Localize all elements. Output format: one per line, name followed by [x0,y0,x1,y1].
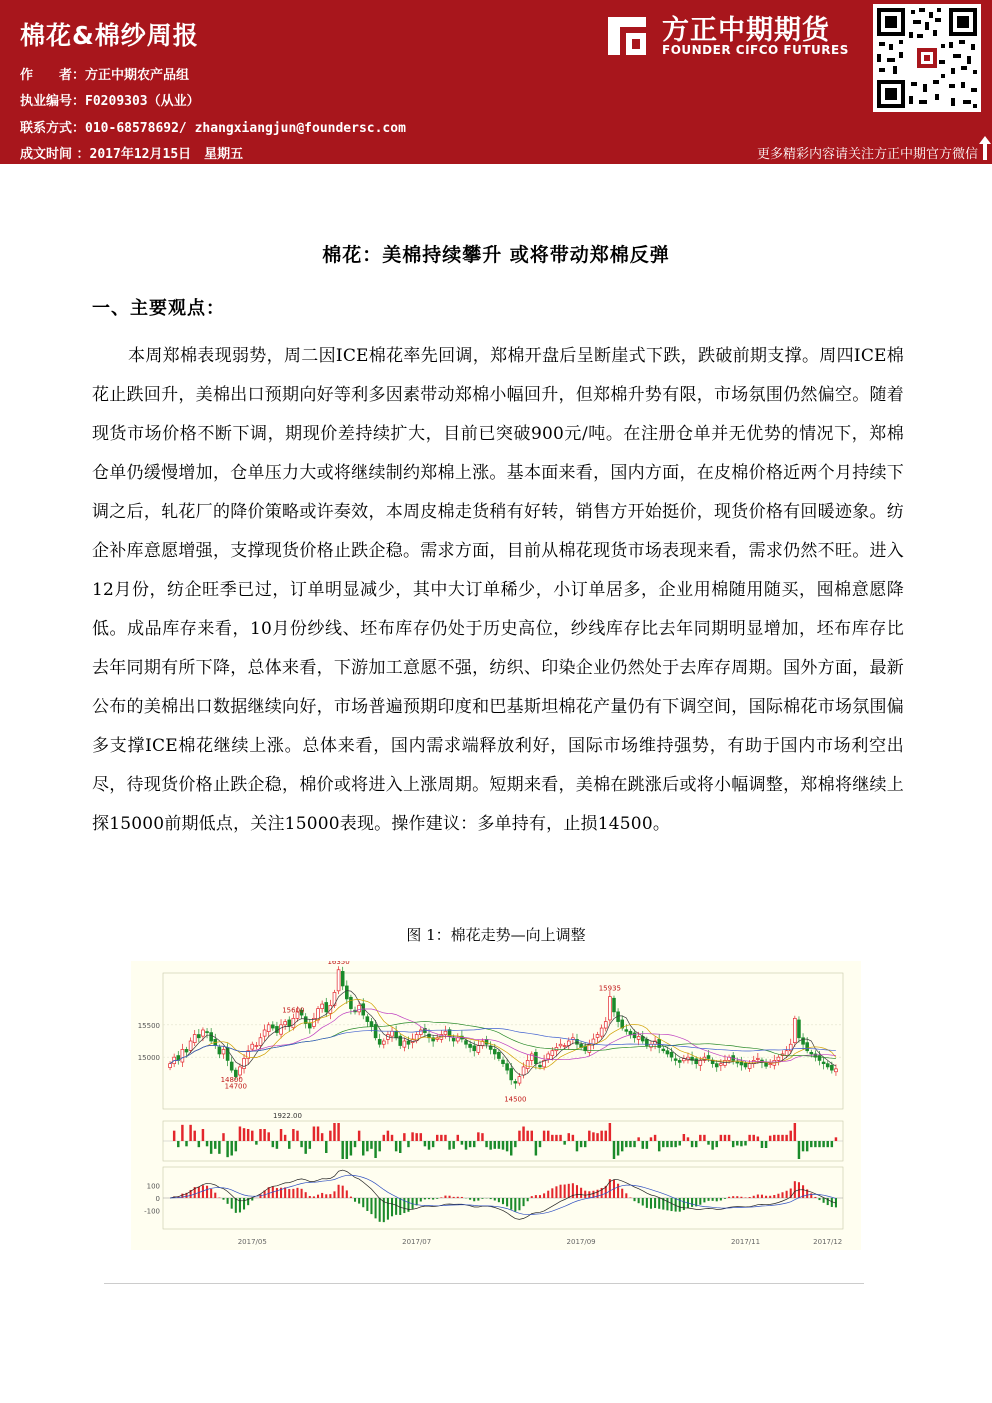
candle-body [826,1064,829,1067]
candle-body [243,1058,246,1068]
macd-dif-line [170,1170,836,1219]
candle-body [218,1047,221,1054]
candle-body [818,1056,821,1061]
candle-body [551,1051,554,1056]
macd-dea-line [170,1175,836,1215]
price-annotation: 14700 [224,1082,247,1091]
candle-body [695,1059,698,1064]
candle-body [308,1024,311,1029]
x-tick-label: 2017/05 [237,1238,267,1246]
candle-body [510,1069,513,1080]
candle-body [756,1058,759,1059]
candle-body [765,1062,768,1066]
chart-canvas [131,961,861,1250]
candle-body [169,1064,172,1068]
candle-body [769,1064,772,1065]
candle-body [678,1060,681,1062]
candle-body [789,1044,792,1050]
candle-body [193,1035,196,1043]
candle-body [514,1081,517,1083]
candle-body [608,997,611,1020]
candle-body [395,1031,398,1037]
candle-body [391,1031,394,1036]
candle-body [189,1041,192,1050]
price-annotation: 15600 [282,1006,305,1015]
candle-body [399,1036,402,1045]
price-tick-label: 15500 [137,1021,160,1030]
candle-body [465,1041,468,1045]
candle-body [785,1051,788,1056]
candle-body [382,1041,385,1044]
macd-tick-label: -100 [144,1207,160,1216]
candle-body [259,1038,262,1046]
candle-body [197,1035,200,1038]
candle-body [674,1059,677,1061]
candle-body [802,1038,805,1044]
candle-body [613,998,616,1012]
candle-body [526,1060,529,1068]
candle-body [493,1049,496,1054]
date-label: 成文时间 ： [20,147,90,162]
candle-body [345,986,348,999]
ma20-line [170,1009,836,1064]
candle-body [284,1022,287,1025]
author-line [20,64,189,83]
price-tick-label: 15000 [137,1054,160,1063]
candle-body [629,1031,632,1034]
candle-body [798,1020,801,1038]
candle-body [349,997,352,1008]
candle-body [275,1026,278,1032]
candle-body [596,1035,599,1038]
candle-body [444,1031,447,1034]
candle-body [645,1039,648,1045]
candle-body [744,1063,747,1067]
candle-body [321,1004,324,1009]
company-logo [604,5,864,63]
candle-body [206,1032,209,1033]
candle-body [502,1060,505,1064]
candle-body [456,1038,459,1041]
candle-body [407,1041,410,1044]
candle-body [181,1049,184,1062]
arrow-up-icon [978,134,992,162]
candlestick-series [169,966,838,1089]
contact-label: 联系方式： [20,121,86,136]
candle-body [559,1044,562,1046]
candle-body [469,1044,472,1047]
candle-body [699,1060,702,1065]
x-tick-label: 2017/07 [402,1238,432,1246]
qr-code-icon[interactable] [873,4,981,112]
candle-body [793,1018,796,1042]
date-value: 2017年12月15日 星期五 [89,147,244,162]
macd-tick-label: 0 [155,1195,160,1203]
candle-body [633,1033,636,1038]
x-tick-label: 2017/12 [813,1238,843,1246]
candle-body [222,1049,225,1054]
candle-body [370,1022,373,1027]
contact-value: 010-68578692/ zhangxiangjun@foundersc.com [85,121,406,136]
candle-body [592,1039,595,1044]
candle-body [497,1052,500,1058]
author-value: 方正中期农产品组 [85,68,190,83]
candle-body [539,1065,542,1067]
license-line [20,90,200,109]
candle-body [822,1062,825,1064]
report-header [0,0,992,164]
candle-body [267,1025,270,1032]
article-body: 本周郑棉表现弱势，周二因ICE棉花率先回调，郑棉开盘后呈断崖式下跌，跌破前期支撑。周四ICE棉花止跌回升，美棉出口预期向好等利多因素带动郑棉小幅回升，但郑棉升势有限，市场氛围仍然偏空。随着现货市场价格不断下调，期现价差持续扩大，目前已突破900元/吨。在注册仓单并无优势的情况下，郑棉仓单仍缓慢增加，仓单压力大或将继续制约郑棉上涨。基本面来看，国内方面，在皮棉价格近两个月持续下调之后，轧花厂的降价策略或许奏效，本周皮棉走货稍有好转，销售方开始挺价，现货价格有回暖迹象。纺企补库意愿增强，支撑现货价格止跌企稳。需求方面，目前从棉花现货市场表现来看，需求仍然不旺。进入12月份，纺企旺季已过，订单明显减少，其中大订单稀少，小订单居多，企业用棉随用随买，囤棉意愿降低。成品库存来看，10月份纱线、坯布库存仍处于历史高位，纱线库存比去年同期明显增加，坯布库存比去年同期有所下降，总体来看，下游加工意愿不强，纺织、印染企业仍然处于去库存周期。国外方面，最新公布的美棉出口数据继续向好，市场普遍预期印度和巴基斯坦棉花产量仍有下调空间，国际棉花市场氛围偏多支撑ICE棉花继续上涨。总体来看，国内需求端释放利好，国际市场维持强势，有助于国内市场利空出尽，待现货价格止跌企稳，棉价或将进入上涨周期。短期来看，美棉在跳涨后或将小幅调整，郑棉将继续上探15000前期低点，关注15000表现。操作建议：多单持有，止损14500。 [92,346,904,834]
candle-body [518,1077,521,1083]
candle-body [341,971,344,986]
candle-body [806,1043,809,1051]
candle-body [707,1056,710,1059]
candle-body [810,1052,813,1054]
candle-body [625,1030,628,1032]
candle-body [358,1005,361,1011]
candle-body [600,1028,603,1036]
candle-body [292,1018,295,1027]
candle-body [473,1046,476,1051]
report-title: 棉花&棉纱周报 [20,21,199,50]
price-annotation: 16350 [327,961,350,966]
license-label: 执业编号： [20,94,86,109]
article-title: 棉花：美棉持续攀升 或将带动郑棉反弹 [322,244,670,266]
candle-body [777,1057,780,1060]
candle-body [748,1064,751,1069]
candle-body [210,1033,213,1041]
follow-wechat-text: 更多精彩内容请关注方正中期官方微信 [756,147,978,162]
candle-body [604,1022,607,1028]
logo-name-en: FOUNDER CIFCO FUTURES [662,43,849,57]
candle-body [666,1051,669,1054]
candle-body [477,1046,480,1053]
candle-body [485,1039,488,1044]
candle-body [563,1046,566,1047]
candle-body [547,1054,550,1059]
x-tick-label: 2017/11 [730,1238,761,1246]
candle-body [452,1038,455,1041]
candle-body [719,1064,722,1066]
candle-body [185,1049,188,1052]
candle-body [337,970,340,991]
candle-body [366,1017,369,1022]
candle-body [333,992,336,1005]
candle-body [534,1052,537,1063]
figure-caption: 图 1：棉花走势—向上调整 [406,926,586,944]
cotton-price-chart [131,961,861,1250]
logo-name-cn: 方正中期期货 [662,15,830,46]
candle-body [522,1067,525,1075]
author-label: 作 者： [20,68,86,83]
footer-divider [104,1283,864,1284]
candle-body [238,1067,241,1075]
candle-body [835,1069,838,1072]
candle-body [280,1025,283,1034]
volume-value-label: 1922.00 [273,1112,302,1120]
candle-body [378,1039,381,1044]
candle-body [251,1044,254,1049]
macd-histogram [170,1170,836,1222]
price-annotation: 14500 [504,1095,527,1104]
contact-line [20,117,406,136]
candle-body [715,1064,718,1067]
candle-body [202,1030,205,1036]
section-heading: 一、主要观点： [92,298,225,319]
x-tick-label: 2017/09 [566,1238,596,1246]
candle-body [637,1036,640,1039]
candle-body [670,1052,673,1057]
candle-body [230,1062,233,1070]
candle-body [403,1041,406,1047]
candle-body [830,1065,833,1070]
founder-logo-icon [604,13,650,59]
candle-body [506,1064,509,1070]
license-value: F0209303（从业） [85,94,200,109]
date-line [20,143,243,162]
candle-body [288,1020,291,1026]
candle-body [736,1062,739,1063]
candle-body [325,1002,328,1011]
candle-body [255,1046,258,1047]
candle-body [271,1025,274,1028]
price-annotation: 15935 [598,984,622,993]
price-annotation: 14800 [220,1076,243,1085]
candle-body [263,1030,266,1036]
macd-tick-label: 100 [146,1182,160,1191]
candle-body [662,1049,665,1051]
candle-body [740,1062,743,1065]
